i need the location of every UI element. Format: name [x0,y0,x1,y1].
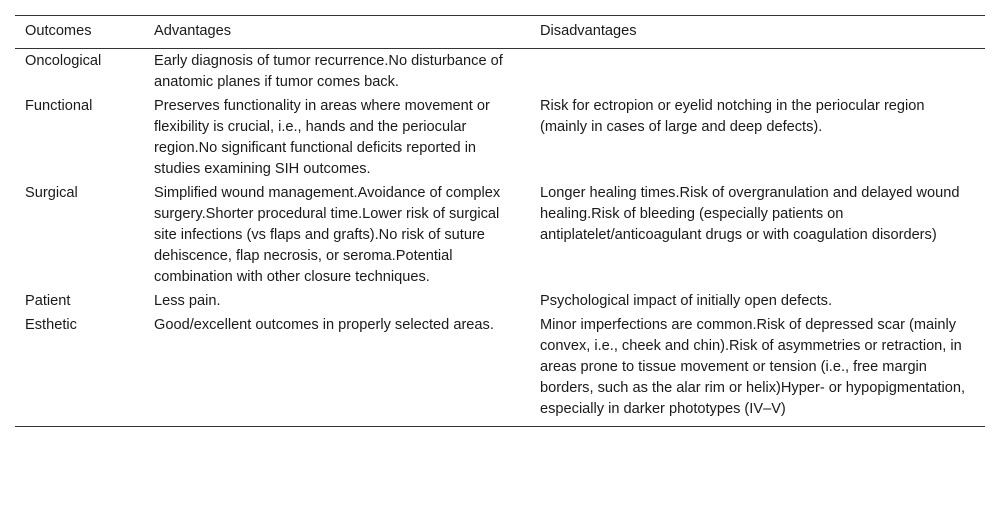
disadvantages-cell: Longer healing times.Risk of overgranulation and delayed wound healing.Risk of bleeding (especially patients on antiplatelet/anticoagulant drugs or with coagulation disorders) [540,185,960,243]
outcome-cell: Esthetic [25,317,77,333]
disadvantages-cell: Psychological impact of initially open defects. [540,293,833,309]
outcome-cell: Oncological [25,53,102,69]
advantages-cell: Good/excellent outcomes in properly selected areas. [154,317,494,333]
outcome-cell: Functional [25,98,93,114]
table-row [15,49,985,96]
header-disadvantages: Disadvantages [540,23,637,39]
advantages-cell: Simplified wound management.Avoidance of complex surgery.Shorter procedural time.Lower risk of surgical site infections (vs flaps and grafts).No risk of suture dehiscence, flap necrosis, or seroma.Potential combination with other closure techniques. [154,185,501,285]
disadvantages-cell: Minor imperfections are common.Risk of depressed scar (mainly convex, i.e., cheek and chin).Risk of asymmetries or retraction, in areas prone to tissue movement or tension (i.e., free margin borders, such as the alar rim or helix)Hyper- or hypopigmentation, especially in darker phototypes (IV–V) [540,317,966,417]
outcome-cell: Surgical [25,185,78,201]
outcome-cell: Patient [25,293,71,309]
outcomes-table-container [15,15,985,427]
header-advantages: Advantages [154,23,232,39]
table-row [15,182,985,290]
table-row [15,290,985,314]
table-body [15,49,985,427]
disadvantages-cell: Risk for ectropion or eyelid notching in the periocular region (mainly in cases of large and deep defects). [540,98,925,135]
table-header [15,16,985,49]
header-outcomes: Outcomes [25,23,92,39]
advantages-cell: Preserves functionality in areas where movement or flexibility is crucial, i.e., hands and the periocular region.No significant functional deficits reported in studies examining SIH outcomes. [154,98,490,177]
table-row [15,314,985,427]
disadvantages-cell [530,49,985,96]
table-row [15,95,985,182]
header-row [15,16,985,49]
advantages-cell: Early diagnosis of tumor recurrence.No disturbance of anatomic planes if tumor comes back. [154,53,503,90]
advantages-cell: Less pain. [154,293,221,309]
outcomes-table [15,15,985,427]
